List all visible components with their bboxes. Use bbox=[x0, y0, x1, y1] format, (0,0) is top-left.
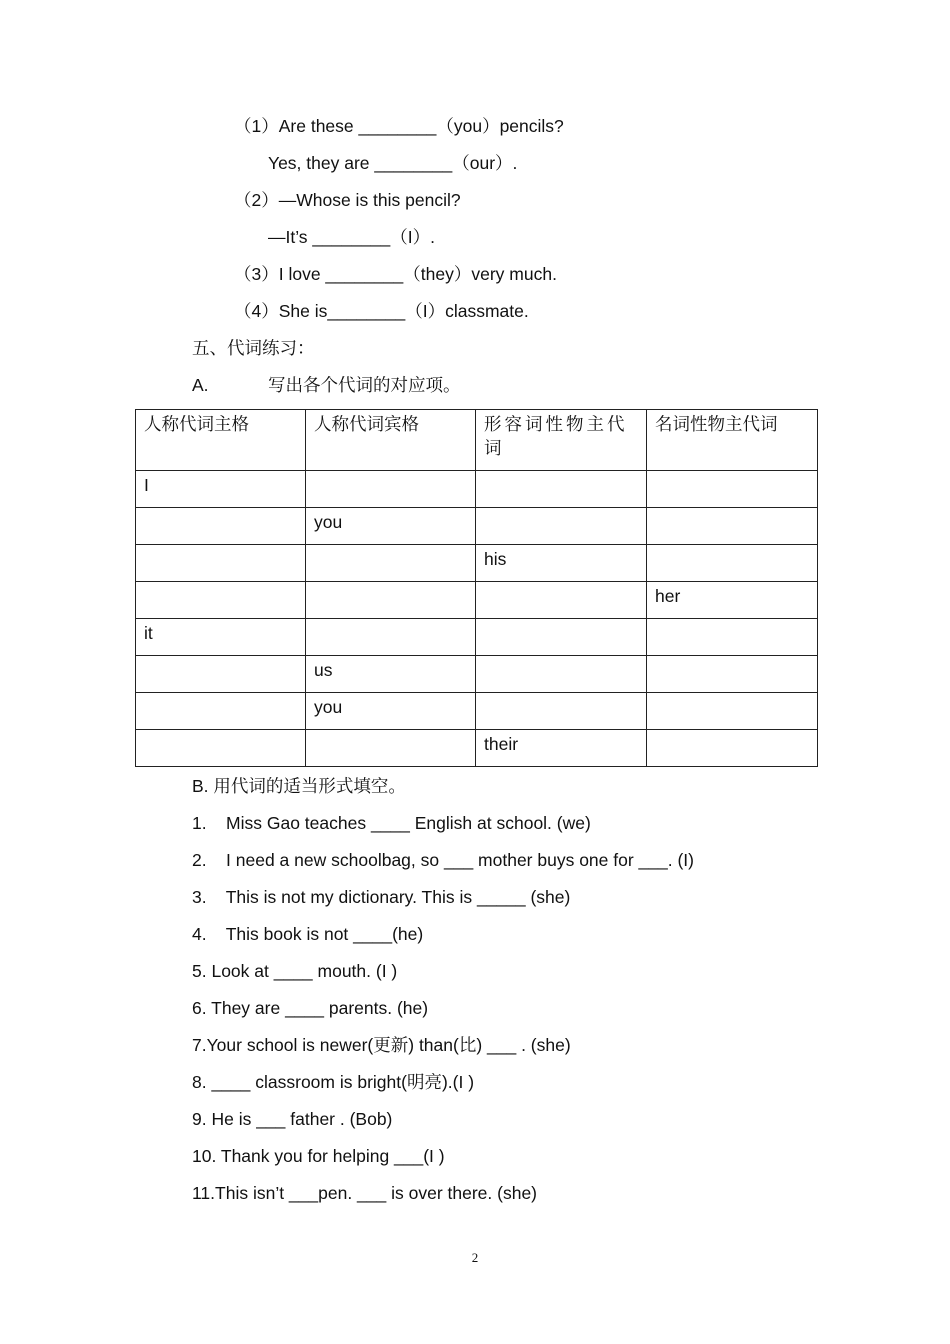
table-header-row bbox=[136, 410, 818, 471]
table-cell bbox=[476, 656, 647, 693]
table-cell bbox=[136, 582, 306, 619]
table-cell bbox=[306, 582, 476, 619]
exercise-item-8: 8. ____ classroom is bright(明亮).(I ) bbox=[192, 1072, 475, 1092]
pronoun-table bbox=[135, 409, 818, 767]
table-cell bbox=[647, 508, 818, 545]
exercise-item-1: 1. Miss Gao teaches ____ English at school. (we) bbox=[192, 813, 591, 833]
q2-line: （2）—Whose is this pencil? bbox=[234, 190, 461, 210]
table-row bbox=[136, 582, 818, 619]
table-cell bbox=[306, 730, 476, 767]
header-subject-pronoun: 人称代词主格 bbox=[136, 410, 306, 471]
q1-line: （1）Are these ________（you）pencils? bbox=[234, 116, 564, 136]
table-row bbox=[136, 471, 818, 508]
table-cell bbox=[476, 471, 647, 508]
page-number: 2 bbox=[471, 1250, 479, 1265]
table-cell: I bbox=[136, 471, 306, 508]
part-a-instruction: 写出各个代词的对应项。 bbox=[268, 375, 461, 395]
table-cell: you bbox=[306, 693, 476, 730]
table-cell bbox=[647, 619, 818, 656]
table-cell bbox=[476, 693, 647, 730]
q1-answer-line: Yes, they are ________（our）. bbox=[268, 153, 518, 173]
table-cell bbox=[136, 545, 306, 582]
table-row bbox=[136, 693, 818, 730]
table-cell bbox=[136, 508, 306, 545]
table-cell bbox=[647, 656, 818, 693]
exercise-item-5: 5. Look at ____ mouth. (I ) bbox=[192, 961, 398, 981]
exercise-item-10: 10. Thank you for helping ___(I ) bbox=[192, 1146, 445, 1166]
exercise-item-4: 4. This book is not ____(he) bbox=[192, 924, 424, 944]
q3-line: （3）I love ________（they）very much. bbox=[234, 264, 557, 284]
exercise-item-2: 2. I need a new schoolbag, so ___ mother buys one for ___. (I) bbox=[192, 850, 694, 870]
header-possessive-pronoun: 名词性物主代词 bbox=[647, 410, 818, 471]
table-cell: his bbox=[476, 545, 647, 582]
table-row bbox=[136, 508, 818, 545]
table-cell: us bbox=[306, 656, 476, 693]
q2-answer-line: —It’s ________（I）. bbox=[268, 227, 435, 247]
table-cell bbox=[136, 693, 306, 730]
table-cell bbox=[476, 619, 647, 656]
table-cell bbox=[306, 545, 476, 582]
table-cell bbox=[647, 471, 818, 508]
exercise-item-6: 6. They are ____ parents. (he) bbox=[192, 998, 429, 1018]
table-cell: you bbox=[306, 508, 476, 545]
exercise-item-9: 9. He is ___ father . (Bob) bbox=[192, 1109, 393, 1129]
table-row bbox=[136, 656, 818, 693]
exercise-item-3: 3. This is not my dictionary. This is _____ (she) bbox=[192, 887, 571, 907]
header-possessive-adjective: 形容词性物主代词 bbox=[476, 410, 647, 471]
table-cell bbox=[476, 508, 647, 545]
table-cell bbox=[136, 656, 306, 693]
table-cell: her bbox=[647, 582, 818, 619]
table-row bbox=[136, 730, 818, 767]
table-cell bbox=[647, 545, 818, 582]
table-cell bbox=[647, 693, 818, 730]
table-cell bbox=[136, 730, 306, 767]
table-cell bbox=[647, 730, 818, 767]
table-row bbox=[136, 545, 818, 582]
part-b-heading: B. 用代词的适当形式填空。 bbox=[192, 776, 406, 796]
table-cell: it bbox=[136, 619, 306, 656]
table-cell bbox=[476, 582, 647, 619]
exercise-item-11: 11.This isn’t ___pen. ___ is over there. (she) bbox=[192, 1183, 538, 1203]
table-cell bbox=[306, 619, 476, 656]
header-object-pronoun: 人称代词宾格 bbox=[306, 410, 476, 471]
table-cell bbox=[306, 471, 476, 508]
section-five-heading: 五、代词练习： bbox=[192, 338, 315, 358]
q4-line: （4）She is________（I）classmate. bbox=[234, 301, 529, 321]
table-row bbox=[136, 619, 818, 656]
part-a-label: A. bbox=[192, 375, 209, 395]
table-cell: their bbox=[476, 730, 647, 767]
exercise-item-7: 7.Your school is newer(更新) than(比) ___ . (she) bbox=[192, 1035, 571, 1055]
